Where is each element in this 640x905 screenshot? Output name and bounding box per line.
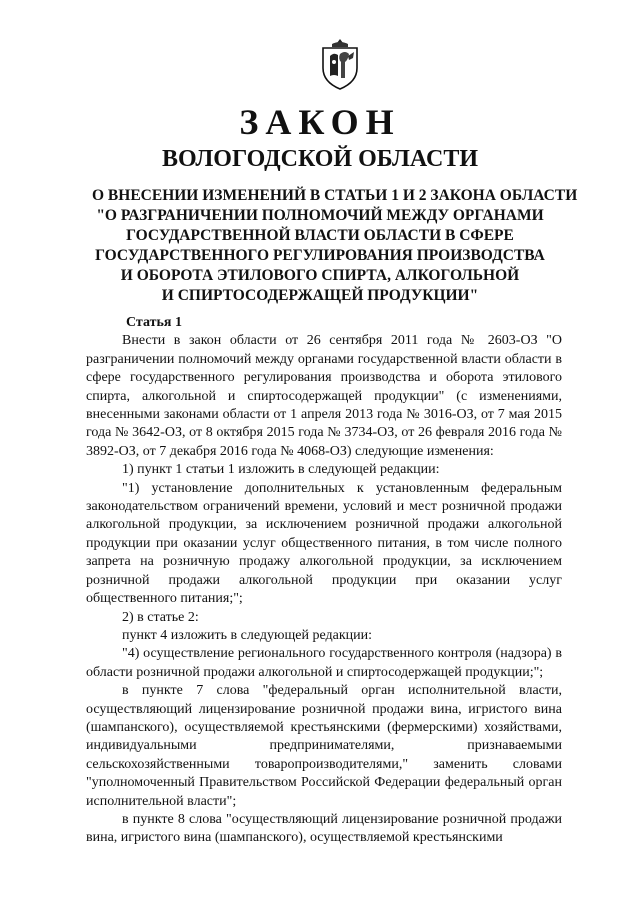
- article-paragraph: 2) в статье 2:: [122, 609, 199, 625]
- subtitle-line: "О РАЗГРАНИЧЕНИИ ПОЛНОМОЧИЙ МЕЖДУ ОРГАНАМИ: [96, 207, 544, 224]
- article-paragraph: "1) установление дополнительных к установленным федеральным законодательством ограничений времени, условий и мест розничной продажи алкогольной продукции, за исключением розничной продажи алкогольной продукции при оказании услуг общественного питания, в том числе полного запрета на розничную продажу алкогольной продукции, за исключением розничной продажи алкогольной продукции при оказании услуг общественного питания;";: [86, 480, 562, 607]
- article-paragraph: "4) осуществление регионального государственного контроля (надзора) в области розничной продажи алкогольной и спиртосодержащей продукции;";: [86, 646, 562, 680]
- article-paragraph: 1) пункт 1 статьи 1 изложить в следующей редакции:: [122, 462, 440, 478]
- subtitle-line: ГОСУДАРСТВЕННОГО РЕГУЛИРОВАНИЯ ПРОИЗВОДСТВА: [95, 247, 545, 264]
- subtitle-line: И ОБОРОТА ЭТИЛОВОГО СПИРТА, АЛКОГОЛЬНОЙ: [120, 267, 520, 284]
- coat-of-arms-icon: [318, 38, 362, 90]
- document-region: ВОЛОГОДСКОЙ ОБЛАСТИ: [161, 146, 479, 172]
- article-paragraph: Внести в закон области от 26 сентября 2011 года № 2603-ОЗ "О разграничении полномочий между органами государственной власти области в сфере государственного регулирования производства и оборота этилового спирта, алкогольной и спиртосодержащей продукции" (с изменениями, внесенными законами области от 1 апреля 2013 года № 3016-ОЗ, от 7 мая 2015 года № 3642-ОЗ, от 8 октября 2015 года № 3734-ОЗ, от 26 февраля 2016 года № 3892-ОЗ, от 7 декабря 2016 года № 4068-ОЗ) следующие изменения:: [86, 333, 562, 459]
- article-heading: Статья 1: [126, 315, 182, 330]
- document-title: ЗАКОН: [239, 102, 401, 142]
- article-paragraph: в пункте 7 слова "федеральный орган исполнительной власти, осуществляющий лицензирование розничной продажи вина, игристого вина (шампанского), осуществляемой крестьянскими (фермерскими) хозяйствами, индивидуальными предпринимателями, признаваемыми сельскохозяйственными товаропроизводителями," заменить словами "уполномоченный Правительством Российской Федерации федеральный орган исполнительной власти";: [86, 683, 562, 809]
- subtitle-line: И СПИРТОСОДЕРЖАЩЕЙ ПРОДУКЦИИ": [161, 287, 479, 304]
- article-paragraph: пункт 4 изложить в следующей редакции:: [122, 627, 372, 643]
- subtitle-line: О ВНЕСЕНИИ ИЗМЕНЕНИЙ В СТАТЬИ 1 И 2 ЗАКОНА ОБЛАСТИ: [92, 187, 578, 204]
- article-body: [86, 314, 562, 848]
- subtitle-line: ГОСУДАРСТВЕННОЙ ВЛАСТИ ОБЛАСТИ В СФЕРЕ: [126, 227, 514, 244]
- document-subtitle: [92, 186, 578, 306]
- article-paragraph: в пункте 8 слова "осуществляющий лицензирование розничной продажи вина, игристого вина (шампанского), осуществляемой крестьянскими: [86, 811, 562, 846]
